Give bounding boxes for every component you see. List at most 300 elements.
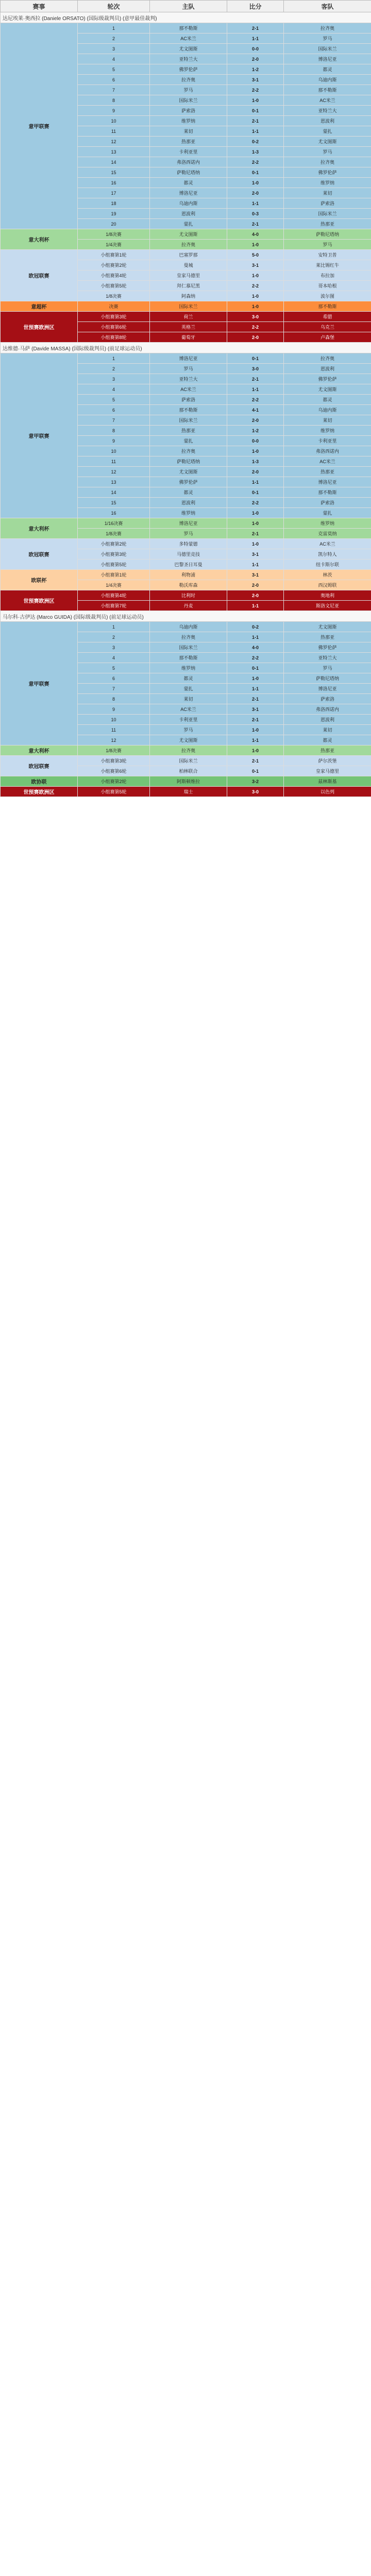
away-team-cell: 萨索洛 [284, 694, 371, 704]
match-row[interactable] [1, 756, 371, 766]
away-team-cell: 佛罗伦萨 [284, 167, 371, 178]
home-team-cell: 柏林联合 [150, 766, 227, 776]
score-cell: 1-3 [227, 456, 284, 467]
round-cell: 小组赛第6轮 [78, 766, 150, 776]
away-team-cell: 萨勒尼塔纳 [284, 673, 371, 684]
home-team-cell: 多特蒙德 [150, 539, 227, 549]
away-team-cell: 西汉姆联 [284, 580, 371, 590]
away-team-cell: 卢森堡 [284, 332, 371, 343]
score-cell: 0-1 [227, 353, 284, 364]
round-cell: 4 [78, 653, 150, 663]
home-team-cell: 萨索洛 [150, 395, 227, 405]
away-team-cell: 国际米兰 [284, 44, 371, 54]
away-team-cell: 热那亚 [284, 632, 371, 642]
match-row[interactable] [1, 518, 371, 529]
score-cell: 1-0 [227, 673, 284, 684]
round-cell: 1 [78, 622, 150, 632]
home-team-cell: 阿斯顿维拉 [150, 776, 227, 787]
away-team-cell: 那不勒斯 [284, 487, 371, 498]
round-cell: 小组赛第7轮 [78, 601, 150, 611]
home-team-cell: 罗马 [150, 529, 227, 539]
score-cell: 0-2 [227, 137, 284, 147]
away-team-cell: 佛罗伦萨 [284, 374, 371, 384]
score-cell: 1-0 [227, 446, 284, 456]
score-cell: 2-1 [227, 374, 284, 384]
score-cell: 1-0 [227, 745, 284, 756]
score-cell: 2-1 [227, 116, 284, 126]
score-cell: 3-0 [227, 312, 284, 322]
away-team-cell: 莱比锡红牛 [284, 260, 371, 270]
away-team-cell: 拉齐奥 [284, 353, 371, 364]
round-cell: 1/8决赛 [78, 529, 150, 539]
score-cell: 2-2 [227, 653, 284, 663]
competition-cell: 意甲联赛 [1, 622, 78, 745]
away-team-cell: 亚特兰大 [284, 653, 371, 663]
home-team-cell: 博洛尼亚 [150, 353, 227, 364]
round-cell: 7 [78, 415, 150, 426]
away-team-cell: 斯洛文尼亚 [284, 601, 371, 611]
round-cell: 20 [78, 219, 150, 229]
away-team-cell: 恩波利 [284, 715, 371, 725]
away-team-cell: 克雷莫纳 [284, 529, 371, 539]
round-cell: 小组赛第5轮 [78, 281, 150, 291]
score-cell: 1-2 [227, 426, 284, 436]
home-team-cell: 博洛尼亚 [150, 188, 227, 198]
away-team-cell: 罗马 [284, 240, 371, 250]
score-cell: 2-1 [227, 529, 284, 539]
home-team-cell: 罗马 [150, 85, 227, 95]
home-team-cell: 荷兰 [150, 312, 227, 322]
home-team-cell: 维罗纳 [150, 508, 227, 518]
away-team-cell: 莱切 [284, 188, 371, 198]
round-cell: 11 [78, 725, 150, 735]
home-team-cell: 萨勒尼塔纳 [150, 167, 227, 178]
away-team-cell: 弗洛西诺内 [284, 446, 371, 456]
away-team-cell: 萨尔茨堡 [284, 756, 371, 766]
score-cell: 4-1 [227, 405, 284, 415]
score-cell: 1-3 [227, 147, 284, 157]
round-cell: 6 [78, 405, 150, 415]
match-row[interactable] [1, 250, 371, 260]
away-team-cell: 蒙扎 [284, 508, 371, 518]
score-cell: 0-2 [227, 622, 284, 632]
score-cell: 2-0 [227, 467, 284, 477]
score-cell: 2-0 [227, 332, 284, 343]
competition-cell: 欧冠联赛 [1, 539, 78, 570]
away-team-cell: 希腊 [284, 312, 371, 322]
home-team-cell: 都灵 [150, 178, 227, 188]
score-cell: 1-0 [227, 301, 284, 312]
away-team-cell: 以色列 [284, 787, 371, 797]
score-cell: 3-0 [227, 787, 284, 797]
match-row[interactable] [1, 539, 371, 549]
away-team-cell: 都灵 [284, 735, 371, 745]
round-cell: 4 [78, 54, 150, 64]
away-team-cell: 布拉加 [284, 270, 371, 281]
round-cell: 9 [78, 106, 150, 116]
score-cell: 2-0 [227, 415, 284, 426]
home-team-cell: AC米兰 [150, 33, 227, 44]
round-cell: 12 [78, 467, 150, 477]
home-team-cell: 佛罗伦萨 [150, 64, 227, 75]
match-row[interactable] [1, 590, 371, 601]
score-cell: 2-1 [227, 715, 284, 725]
round-cell: 15 [78, 498, 150, 508]
away-team-cell: 维罗纳 [284, 178, 371, 188]
round-cell: 18 [78, 198, 150, 209]
competition-cell: 欧联杯 [1, 570, 78, 590]
away-team-cell: 乌克兰 [284, 322, 371, 332]
home-team-cell: 利物浦 [150, 570, 227, 580]
competition-cell: 欧协联 [1, 776, 78, 787]
score-cell: 1-0 [227, 725, 284, 735]
round-cell: 1 [78, 353, 150, 364]
score-cell: 1-2 [227, 64, 284, 75]
score-cell: 1-1 [227, 33, 284, 44]
round-cell: 小组赛第4轮 [78, 270, 150, 281]
competition-cell: 欧冠联赛 [1, 250, 78, 301]
away-team-cell: 弗洛西诺内 [284, 704, 371, 715]
away-team-cell: 纽卡斯尔联 [284, 560, 371, 570]
round-cell: 8 [78, 426, 150, 436]
round-cell: 11 [78, 126, 150, 137]
home-team-cell: 瑞士 [150, 787, 227, 797]
home-team-cell: 勒沃库森 [150, 580, 227, 590]
match-row[interactable] [1, 776, 371, 787]
score-cell: 0-1 [227, 106, 284, 116]
home-team-cell: 尤文图斯 [150, 467, 227, 477]
home-team-cell: 国际米兰 [150, 415, 227, 426]
round-cell: 小组赛第1轮 [78, 570, 150, 580]
score-cell: 2-0 [227, 580, 284, 590]
match-row[interactable] [1, 353, 371, 364]
score-cell: 1-0 [227, 240, 284, 250]
score-cell: 3-1 [227, 75, 284, 85]
home-team-cell: 热那亚 [150, 137, 227, 147]
score-cell: 0-0 [227, 436, 284, 446]
round-cell: 2 [78, 632, 150, 642]
round-cell: 9 [78, 704, 150, 715]
away-team-cell: 都灵 [284, 64, 371, 75]
column-header-home[interactable]: 主队 [150, 1, 227, 12]
score-cell: 2-1 [227, 694, 284, 704]
away-team-cell: 莱切 [284, 725, 371, 735]
away-team-cell: 奥地利 [284, 590, 371, 601]
score-cell: 3-1 [227, 570, 284, 580]
home-team-cell: 尤文图斯 [150, 735, 227, 745]
away-team-cell: 博洛尼亚 [284, 684, 371, 694]
home-team-cell: 国际米兰 [150, 756, 227, 766]
round-cell: 19 [78, 209, 150, 219]
round-cell: 7 [78, 684, 150, 694]
away-team-cell: 兹林斯基 [284, 776, 371, 787]
score-cell: 1-0 [227, 539, 284, 549]
score-cell: 4-0 [227, 642, 284, 653]
round-cell: 11 [78, 456, 150, 467]
away-team-cell: 拉齐奥 [284, 23, 371, 33]
score-cell: 0-0 [227, 44, 284, 54]
home-team-cell: 国际米兰 [150, 642, 227, 653]
score-cell: 1-1 [227, 684, 284, 694]
away-team-cell: 佛罗伦萨 [284, 642, 371, 653]
header-row [1, 1, 371, 12]
match-row[interactable] [1, 23, 371, 33]
score-cell: 2-2 [227, 281, 284, 291]
away-team-cell: 林茨 [284, 570, 371, 580]
home-team-cell: 比利时 [150, 590, 227, 601]
round-cell: 12 [78, 137, 150, 147]
score-cell: 2-2 [227, 498, 284, 508]
away-team-cell: 尤文图斯 [284, 137, 371, 147]
home-team-cell: 拉齐奥 [150, 75, 227, 85]
away-team-cell: 皇家马德里 [284, 766, 371, 776]
round-cell: 小组赛第2轮 [78, 260, 150, 270]
match-row[interactable] [1, 229, 371, 240]
away-team-cell: 维罗纳 [284, 518, 371, 529]
score-cell: 2-2 [227, 157, 284, 167]
round-cell: 13 [78, 477, 150, 487]
referee-title-row [1, 12, 371, 23]
round-cell: 3 [78, 44, 150, 54]
score-cell: 3-0 [227, 364, 284, 374]
referee-table [0, 0, 371, 797]
away-team-cell: 凯尔特人 [284, 549, 371, 560]
column-header-round[interactable]: 轮次 [78, 1, 150, 12]
away-team-cell: 乌迪内斯 [284, 405, 371, 415]
home-team-cell: 罗马 [150, 725, 227, 735]
competition-cell: 意甲联赛 [1, 23, 78, 229]
away-team-cell: 卡利亚里 [284, 436, 371, 446]
round-cell: 1/8决赛 [78, 745, 150, 756]
home-team-cell: 蒙扎 [150, 219, 227, 229]
round-cell: 5 [78, 663, 150, 673]
competition-cell: 意大利杯 [1, 518, 78, 539]
away-team-cell: 尤文图斯 [284, 622, 371, 632]
round-cell: 6 [78, 673, 150, 684]
home-team-cell: 巴黎圣日耳曼 [150, 560, 227, 570]
round-cell: 10 [78, 715, 150, 725]
away-team-cell: 罗马 [284, 663, 371, 673]
away-team-cell: 罗马 [284, 147, 371, 157]
home-team-cell: 国际米兰 [150, 95, 227, 106]
score-cell: 1-0 [227, 291, 284, 301]
away-team-cell: AC米兰 [284, 95, 371, 106]
away-team-cell: 那不勒斯 [284, 301, 371, 312]
away-team-cell: 安特卫普 [284, 250, 371, 260]
round-cell: 14 [78, 487, 150, 498]
match-row[interactable] [1, 312, 371, 322]
round-cell: 1/8决赛 [78, 229, 150, 240]
home-team-cell: 拉齐奥 [150, 446, 227, 456]
home-team-cell: 萨索洛 [150, 106, 227, 116]
match-row[interactable] [1, 622, 371, 632]
round-cell: 小组赛第4轮 [78, 590, 150, 601]
score-cell: 1-0 [227, 270, 284, 281]
home-team-cell: 卡利亚里 [150, 715, 227, 725]
home-team-cell: 国际米兰 [150, 301, 227, 312]
score-cell: 0-1 [227, 766, 284, 776]
away-team-cell: 乌迪内斯 [284, 75, 371, 85]
referee-name[interactable]: 达尼埃莱·奥西拉 (Daniele ORSATO) (国际级裁判员) (意甲最佳裁判) [1, 12, 371, 23]
away-team-cell: 哥本哈根 [284, 281, 371, 291]
match-row[interactable] [1, 745, 371, 756]
away-team-cell: AC米兰 [284, 539, 371, 549]
away-team-cell: 博洛尼亚 [284, 54, 371, 64]
round-cell: 7 [78, 85, 150, 95]
competition-cell: 世预赛欧洲区 [1, 787, 78, 797]
column-header-competition[interactable]: 赛事 [1, 1, 78, 12]
score-cell: 3-2 [227, 776, 284, 787]
score-cell: 3-1 [227, 260, 284, 270]
round-cell: 决赛 [78, 301, 150, 312]
score-cell: 2-0 [227, 188, 284, 198]
round-cell: 小组赛第2轮 [78, 776, 150, 787]
score-cell: 2-1 [227, 219, 284, 229]
round-cell: 小组赛第5轮 [78, 560, 150, 570]
round-cell: 4 [78, 384, 150, 395]
round-cell: 16 [78, 508, 150, 518]
round-cell: 小组赛第6轮 [78, 322, 150, 332]
round-cell: 小组赛第3轮 [78, 549, 150, 560]
away-team-cell: 维罗纳 [284, 426, 371, 436]
away-team-cell: 博洛尼亚 [284, 477, 371, 487]
round-cell: 17 [78, 188, 150, 198]
score-cell: 2-0 [227, 54, 284, 64]
column-header-score[interactable]: 比分 [227, 1, 284, 12]
match-row[interactable] [1, 570, 371, 580]
round-cell: 15 [78, 167, 150, 178]
referee-name[interactable]: 马尔科·古伊达 (Marco GUIDA) (国际级裁判员) (前足球运动员) [1, 611, 371, 622]
home-team-cell: 拉齐奥 [150, 632, 227, 642]
home-team-cell: 萨勒尼塔纳 [150, 456, 227, 467]
home-team-cell: 尤文图斯 [150, 44, 227, 54]
competition-cell: 欧冠联赛 [1, 756, 78, 776]
round-cell: 10 [78, 116, 150, 126]
home-team-cell: 那不勒斯 [150, 405, 227, 415]
round-cell: 小组赛第8轮 [78, 332, 150, 343]
round-cell: 小组赛第3轮 [78, 312, 150, 322]
round-cell: 小组赛第2轮 [78, 539, 150, 549]
home-team-cell: 蒙扎 [150, 684, 227, 694]
away-team-cell: 热那亚 [284, 219, 371, 229]
score-cell: 0-1 [227, 663, 284, 673]
home-team-cell: AC米兰 [150, 384, 227, 395]
referee-title-row [1, 343, 371, 353]
home-team-cell: 尤文图斯 [150, 229, 227, 240]
score-cell: 5-0 [227, 250, 284, 260]
score-cell: 0-1 [227, 167, 284, 178]
home-team-cell: 巴塞罗那 [150, 250, 227, 260]
score-cell: 1-0 [227, 518, 284, 529]
round-cell: 小组赛第3轮 [78, 756, 150, 766]
home-team-cell: 卡利亚里 [150, 147, 227, 157]
round-cell: 5 [78, 395, 150, 405]
home-team-cell: AC米兰 [150, 704, 227, 715]
score-cell: 1-1 [227, 126, 284, 137]
home-team-cell: 恩波利 [150, 498, 227, 508]
score-cell: 1-0 [227, 508, 284, 518]
away-team-cell: 萨索洛 [284, 498, 371, 508]
round-cell: 3 [78, 642, 150, 653]
competition-cell: 意甲联赛 [1, 353, 78, 518]
away-team-cell: 莱切 [284, 415, 371, 426]
home-team-cell: 拉齐奥 [150, 240, 227, 250]
score-cell: 1-1 [227, 198, 284, 209]
score-cell: 2-2 [227, 395, 284, 405]
home-team-cell: 英格兰 [150, 322, 227, 332]
round-cell: 16 [78, 178, 150, 188]
round-cell: 1/8决赛 [78, 291, 150, 301]
round-cell: 1/16决赛 [78, 518, 150, 529]
referee-title-row [1, 611, 371, 622]
match-row[interactable] [1, 787, 371, 797]
home-team-cell: 都灵 [150, 487, 227, 498]
score-cell: 2-2 [227, 85, 284, 95]
away-team-cell: 萨索洛 [284, 198, 371, 209]
score-cell: 1-0 [227, 95, 284, 106]
round-cell: 10 [78, 446, 150, 456]
score-cell: 0-3 [227, 209, 284, 219]
away-team-cell: 蒙扎 [284, 126, 371, 137]
round-cell: 1/4决赛 [78, 580, 150, 590]
home-team-cell: 那不勒斯 [150, 653, 227, 663]
round-cell: 8 [78, 95, 150, 106]
round-cell: 12 [78, 735, 150, 745]
score-cell: 1-1 [227, 735, 284, 745]
away-team-cell: 尤文图斯 [284, 384, 371, 395]
away-team-cell: 国际米兰 [284, 209, 371, 219]
home-team-cell: 葡萄牙 [150, 332, 227, 343]
home-team-cell: 莱切 [150, 126, 227, 137]
score-cell: 1-0 [227, 178, 284, 188]
away-team-cell: 拉齐奥 [284, 157, 371, 167]
home-team-cell: 亚特兰大 [150, 374, 227, 384]
round-cell: 9 [78, 436, 150, 446]
home-team-cell: 那不勒斯 [150, 23, 227, 33]
away-team-cell: 那不勒斯 [284, 85, 371, 95]
home-team-cell: 热那亚 [150, 426, 227, 436]
round-cell: 5 [78, 64, 150, 75]
home-team-cell: 恩波利 [150, 209, 227, 219]
home-team-cell: 维罗纳 [150, 116, 227, 126]
home-team-cell: 丹麦 [150, 601, 227, 611]
away-team-cell: 亚特兰大 [284, 106, 371, 116]
home-team-cell: 乌迪内斯 [150, 622, 227, 632]
match-row[interactable] [1, 301, 371, 312]
round-cell: 6 [78, 75, 150, 85]
home-team-cell: 蒙扎 [150, 436, 227, 446]
away-team-cell: 罗马 [284, 33, 371, 44]
round-cell: 小组赛第1轮 [78, 250, 150, 260]
score-cell: 2-1 [227, 23, 284, 33]
home-team-cell: 阿森纳 [150, 291, 227, 301]
score-cell: 4-0 [227, 229, 284, 240]
away-team-cell: 萨勒尼塔纳 [284, 229, 371, 240]
round-cell: 13 [78, 147, 150, 157]
referee-name[interactable]: 达维德·马萨 (Davide MASSA) (国际级裁判员) (前足球运动员) [1, 343, 371, 353]
round-cell: 3 [78, 374, 150, 384]
round-cell: 2 [78, 33, 150, 44]
score-cell: 2-0 [227, 590, 284, 601]
score-cell: 1-1 [227, 632, 284, 642]
home-team-cell: 弗洛西诺内 [150, 157, 227, 167]
home-team-cell: 维罗纳 [150, 663, 227, 673]
score-cell: 1-1 [227, 477, 284, 487]
home-team-cell: 莱切 [150, 694, 227, 704]
away-team-cell: 热那亚 [284, 467, 371, 477]
column-header-away[interactable]: 客队 [284, 1, 371, 12]
score-cell: 3-1 [227, 549, 284, 560]
